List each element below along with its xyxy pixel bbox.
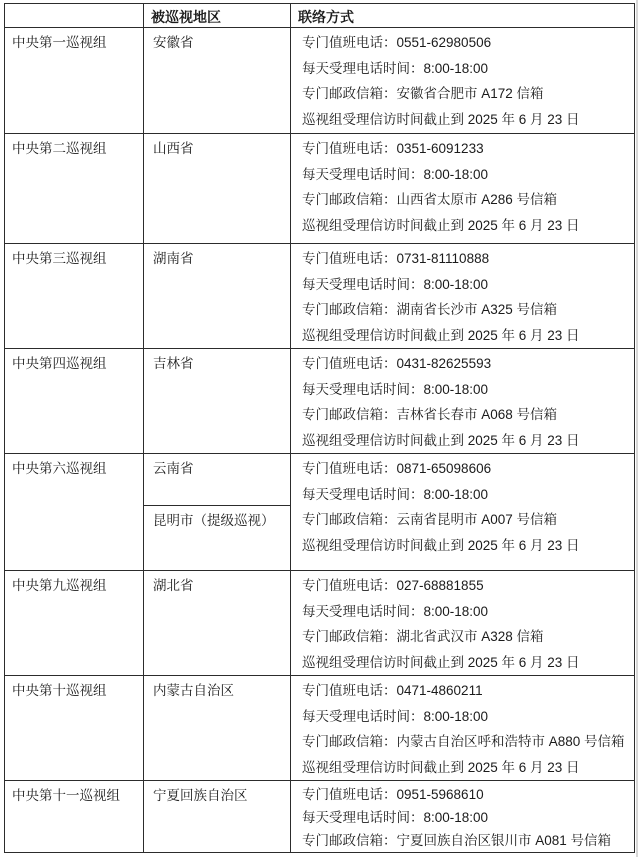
contact-line: 专门邮政信箱：山西省太原市 A286 号信箱 xyxy=(302,192,558,207)
contact-line: 巡视组受理信访时间截止到 2025 年 6 月 23 日 xyxy=(302,111,580,127)
contact-cell xyxy=(291,454,635,571)
group-cell xyxy=(5,244,144,349)
contact-line: 巡视组受理信访时间截止到 2025 年 6 月 23 日 xyxy=(302,537,580,553)
group-label: 中央第三巡视组 xyxy=(12,251,107,266)
group-label: 中央第十一巡视组 xyxy=(12,788,120,803)
contact-line: 每天受理电话时间：8:00-18:00 xyxy=(302,166,489,182)
contact-cell xyxy=(291,781,635,853)
table-row xyxy=(5,571,635,676)
contact-cell xyxy=(291,349,635,454)
region-cell xyxy=(144,28,291,134)
contact-line: 专门邮政信箱：湖南省长沙市 A325 号信箱 xyxy=(302,302,558,317)
page-edge-shadow xyxy=(636,0,638,857)
contact-line: 专门邮政信箱：吉林省长春市 A068 号信箱 xyxy=(302,407,558,422)
table-row xyxy=(5,349,635,454)
contact-line: 专门邮政信箱：湖北省武汉市 A328 信箱 xyxy=(302,629,544,644)
contact-line: 巡视组受理信访时间截止到 2025 年 6 月 23 日 xyxy=(302,327,580,343)
contact-line: 专门邮政信箱：内蒙古自治区呼和浩特市 A880 号信箱 xyxy=(302,734,625,749)
contact-line: 专门邮政信箱：云南省昆明市 A007 号信箱 xyxy=(302,512,558,527)
contact-line: 每天受理电话时间：8:00-18:00 xyxy=(302,603,489,619)
central-inspection-groups-table xyxy=(4,3,635,853)
contact-line: 巡视组受理信访时间截止到 2025 年 6 月 23 日 xyxy=(302,432,580,448)
contact-line: 每天受理电话时间：8:00-18:00 xyxy=(302,708,489,724)
contact-line: 专门邮政信箱：安徽省合肥市 A172 信箱 xyxy=(302,86,544,101)
group-cell xyxy=(5,349,144,454)
region-cell xyxy=(144,571,291,676)
contact-line: 专门值班电话：027-68881855 xyxy=(302,578,484,593)
contact-line: 巡视组受理信访时间截止到 2025 年 6 月 23 日 xyxy=(302,654,580,670)
region-label: 宁夏回族自治区 xyxy=(153,788,248,803)
contact-line: 专门值班电话：0351-6091233 xyxy=(302,141,484,156)
header-cell-group xyxy=(5,4,144,28)
group-cell xyxy=(5,676,144,781)
contact-line: 专门值班电话：0431-82625593 xyxy=(302,356,492,371)
contact-cell xyxy=(291,676,635,781)
group-label: 中央第十巡视组 xyxy=(12,683,107,698)
group-label: 中央第一巡视组 xyxy=(12,35,107,50)
contact-line: 巡视组受理信访时间截止到 2025 年 6 月 23 日 xyxy=(302,217,580,233)
region-cell xyxy=(144,676,291,781)
contact-line: 专门值班电话：0871-65098606 xyxy=(302,461,492,476)
region-cell xyxy=(144,349,291,454)
region-cell xyxy=(144,244,291,349)
contact-cell xyxy=(291,28,635,134)
group-cell xyxy=(5,28,144,134)
group-label: 中央第四巡视组 xyxy=(12,356,107,371)
table-row xyxy=(5,134,635,244)
region-label: 吉林省 xyxy=(153,356,194,371)
table-row xyxy=(5,781,635,853)
table-row xyxy=(5,454,635,506)
region-cell xyxy=(144,454,291,506)
header-cell-region: 被巡视地区 xyxy=(144,4,291,28)
group-label: 中央第二巡视组 xyxy=(12,141,107,156)
group-label: 中央第六巡视组 xyxy=(12,461,107,476)
table-row xyxy=(5,244,635,349)
region-label: 内蒙古自治区 xyxy=(153,683,234,698)
contact-cell xyxy=(291,571,635,676)
contact-line: 每天受理电话时间：8:00-18:00 xyxy=(302,486,489,502)
contact-line: 巡视组受理信访时间截止到 2025 年 6 月 23 日 xyxy=(302,759,580,775)
group-label: 中央第九巡视组 xyxy=(12,578,107,593)
header-cell-contact: 联络方式 xyxy=(291,4,635,28)
region-cell xyxy=(144,781,291,853)
contact-line: 专门值班电话：0951-5968610 xyxy=(302,787,484,802)
group-cell xyxy=(5,134,144,244)
table-row xyxy=(5,28,635,134)
table-row xyxy=(5,676,635,781)
region-label: 湖北省 xyxy=(153,578,194,593)
contact-line: 专门邮政信箱：宁夏回族自治区银川市 A081 号信箱 xyxy=(302,833,612,848)
region-cell xyxy=(144,134,291,244)
group-cell xyxy=(5,571,144,676)
region-label: 山西省 xyxy=(153,141,194,156)
group-cell xyxy=(5,454,144,571)
region-label: 昆明市（提级巡视） xyxy=(153,513,275,528)
region-label: 安徽省 xyxy=(153,35,194,50)
region-cell xyxy=(144,506,291,571)
contact-line: 每天受理电话时间：8:00-18:00 xyxy=(302,60,489,76)
contact-line: 每天受理电话时间：8:00-18:00 xyxy=(302,276,489,292)
region-label: 湖南省 xyxy=(153,251,194,266)
header-row xyxy=(5,4,635,28)
contact-line: 每天受理电话时间：8:00-18:00 xyxy=(302,381,489,397)
contact-line: 专门值班电话：0471-4860211 xyxy=(302,683,483,698)
contact-line: 专门值班电话：0551-62980506 xyxy=(302,35,492,50)
contact-line: 专门值班电话：0731-81110888 xyxy=(302,251,490,266)
contact-cell xyxy=(291,244,635,349)
contact-line: 每天受理电话时间：8:00-18:00 xyxy=(302,810,489,825)
group-cell xyxy=(5,781,144,853)
region-label: 云南省 xyxy=(153,461,194,476)
contact-cell xyxy=(291,134,635,244)
